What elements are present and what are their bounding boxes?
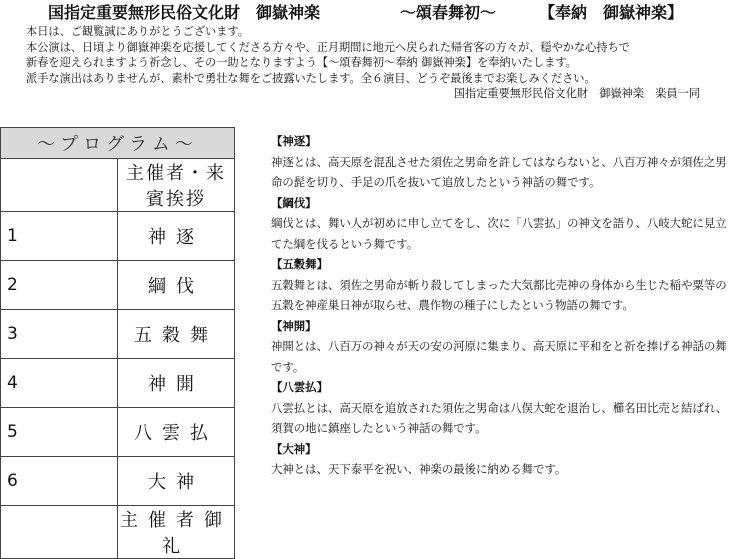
description-section [271, 316, 729, 378]
title-part2: ～頌春舞初～ [400, 3, 497, 22]
program-num: 5 [1, 408, 118, 457]
description-section [271, 131, 729, 193]
program-row-opening [1, 159, 235, 212]
program-row [1, 310, 235, 359]
program-name: 八雲払 [118, 408, 235, 457]
signature: 国指定重要無形民俗文化財 御嶽神楽 楽員一同 [453, 87, 700, 101]
description-heading: 【神開】 [271, 318, 317, 333]
intro-line: 派手な演出はありませんが、素朴で勇壮な舞をご披露いたします。全６演目、どうぞ最後までお楽しみください。 [26, 71, 596, 85]
program-table [0, 127, 235, 559]
program-header: ～プログラム～ [1, 128, 235, 159]
program-num: 2 [1, 261, 118, 310]
description-text: 綱伐とは、舞い人が初めに申し立てをし、次に「八雲払」の神文を語り、八岐大蛇に見立てた綱を伐るという舞です。 [271, 216, 727, 251]
page-title [0, 2, 731, 24]
program-num [1, 506, 118, 559]
description-section [271, 193, 729, 255]
program-num: 4 [1, 359, 118, 408]
description-text: 八雲払とは、高天原を追放された須佐之男命は八俣大蛇を退治し、櫛名田比売と結ばれ、須賀の地に鎮座したという神話の舞です。 [271, 400, 728, 435]
program-num: 3 [1, 310, 118, 359]
description-section [271, 439, 729, 480]
program-num: 1 [1, 212, 118, 261]
description-text: 大神とは、天下泰平を祝い、神楽の最後に納める舞です。 [271, 462, 567, 476]
description-text: 五穀舞とは、須佐之男命が斬り殺してしまった大気都比売神の身体から生じた稲や粟等の五穀を神産巣日神が取らせ、農作物の種子にしたという物語の舞です。 [271, 277, 727, 312]
program-name: 神開 [118, 359, 235, 408]
intro-text [26, 24, 726, 102]
program-num [1, 159, 118, 212]
program-row [1, 408, 235, 457]
program-row [1, 359, 235, 408]
program-num: 6 [1, 457, 118, 506]
program-name: 五穀舞 [118, 310, 235, 359]
description-text: 神逐とは、高天原を混乱させた須佐之男命を許してはならないと、八百万神々が須佐之男命の髭を切り、手足の爪を抜いて追放したという神話の舞です。 [271, 154, 727, 189]
title-part1: 国指定重要無形民俗文化財 御嶽神楽 [48, 3, 321, 22]
intro-line: 本日は、ご観覧誠にありがとうございます。 [26, 25, 249, 38]
description-heading: 【五穀舞】 [271, 257, 328, 271]
description-section [271, 254, 729, 316]
title-part3: 【奉納 御嶽神楽】 [539, 3, 684, 22]
descriptions [271, 131, 729, 480]
intro-line: 本公演は、日頃より御嶽神楽を応援してくださる方々や、正月期間に地元へ戻られた帰省客の方々が、穏やかな心持ちで [26, 40, 630, 54]
program-name: 綱伐 [118, 261, 235, 310]
program-name: 神逐 [118, 212, 235, 261]
description-section [271, 377, 729, 439]
description-text: 神開とは、八百万の神々が天の安の河原に集まり、高天原に平和をと祈を捧げる神話の舞です。 [271, 339, 727, 374]
intro-line: 新春を迎えられますよう祈念し、その一助となりますよう【～頌春舞初～奉納 御嶽神楽】を奉納いたします。 [26, 56, 577, 70]
program-closing: 主催者御礼 [118, 506, 235, 559]
description-heading: 【綱伐】 [271, 195, 317, 210]
program-row [1, 212, 235, 261]
program-row [1, 457, 235, 506]
program-name: 大神 [118, 457, 235, 506]
program-row-closing [1, 506, 235, 559]
description-heading: 【八雲払】 [271, 380, 328, 394]
description-heading: 【大神】 [271, 441, 317, 456]
program-opening: 主催者・来賓挨拶 [118, 159, 235, 212]
program-row [1, 261, 235, 310]
description-heading: 【神逐】 [271, 134, 317, 148]
program-header-row [1, 128, 235, 159]
